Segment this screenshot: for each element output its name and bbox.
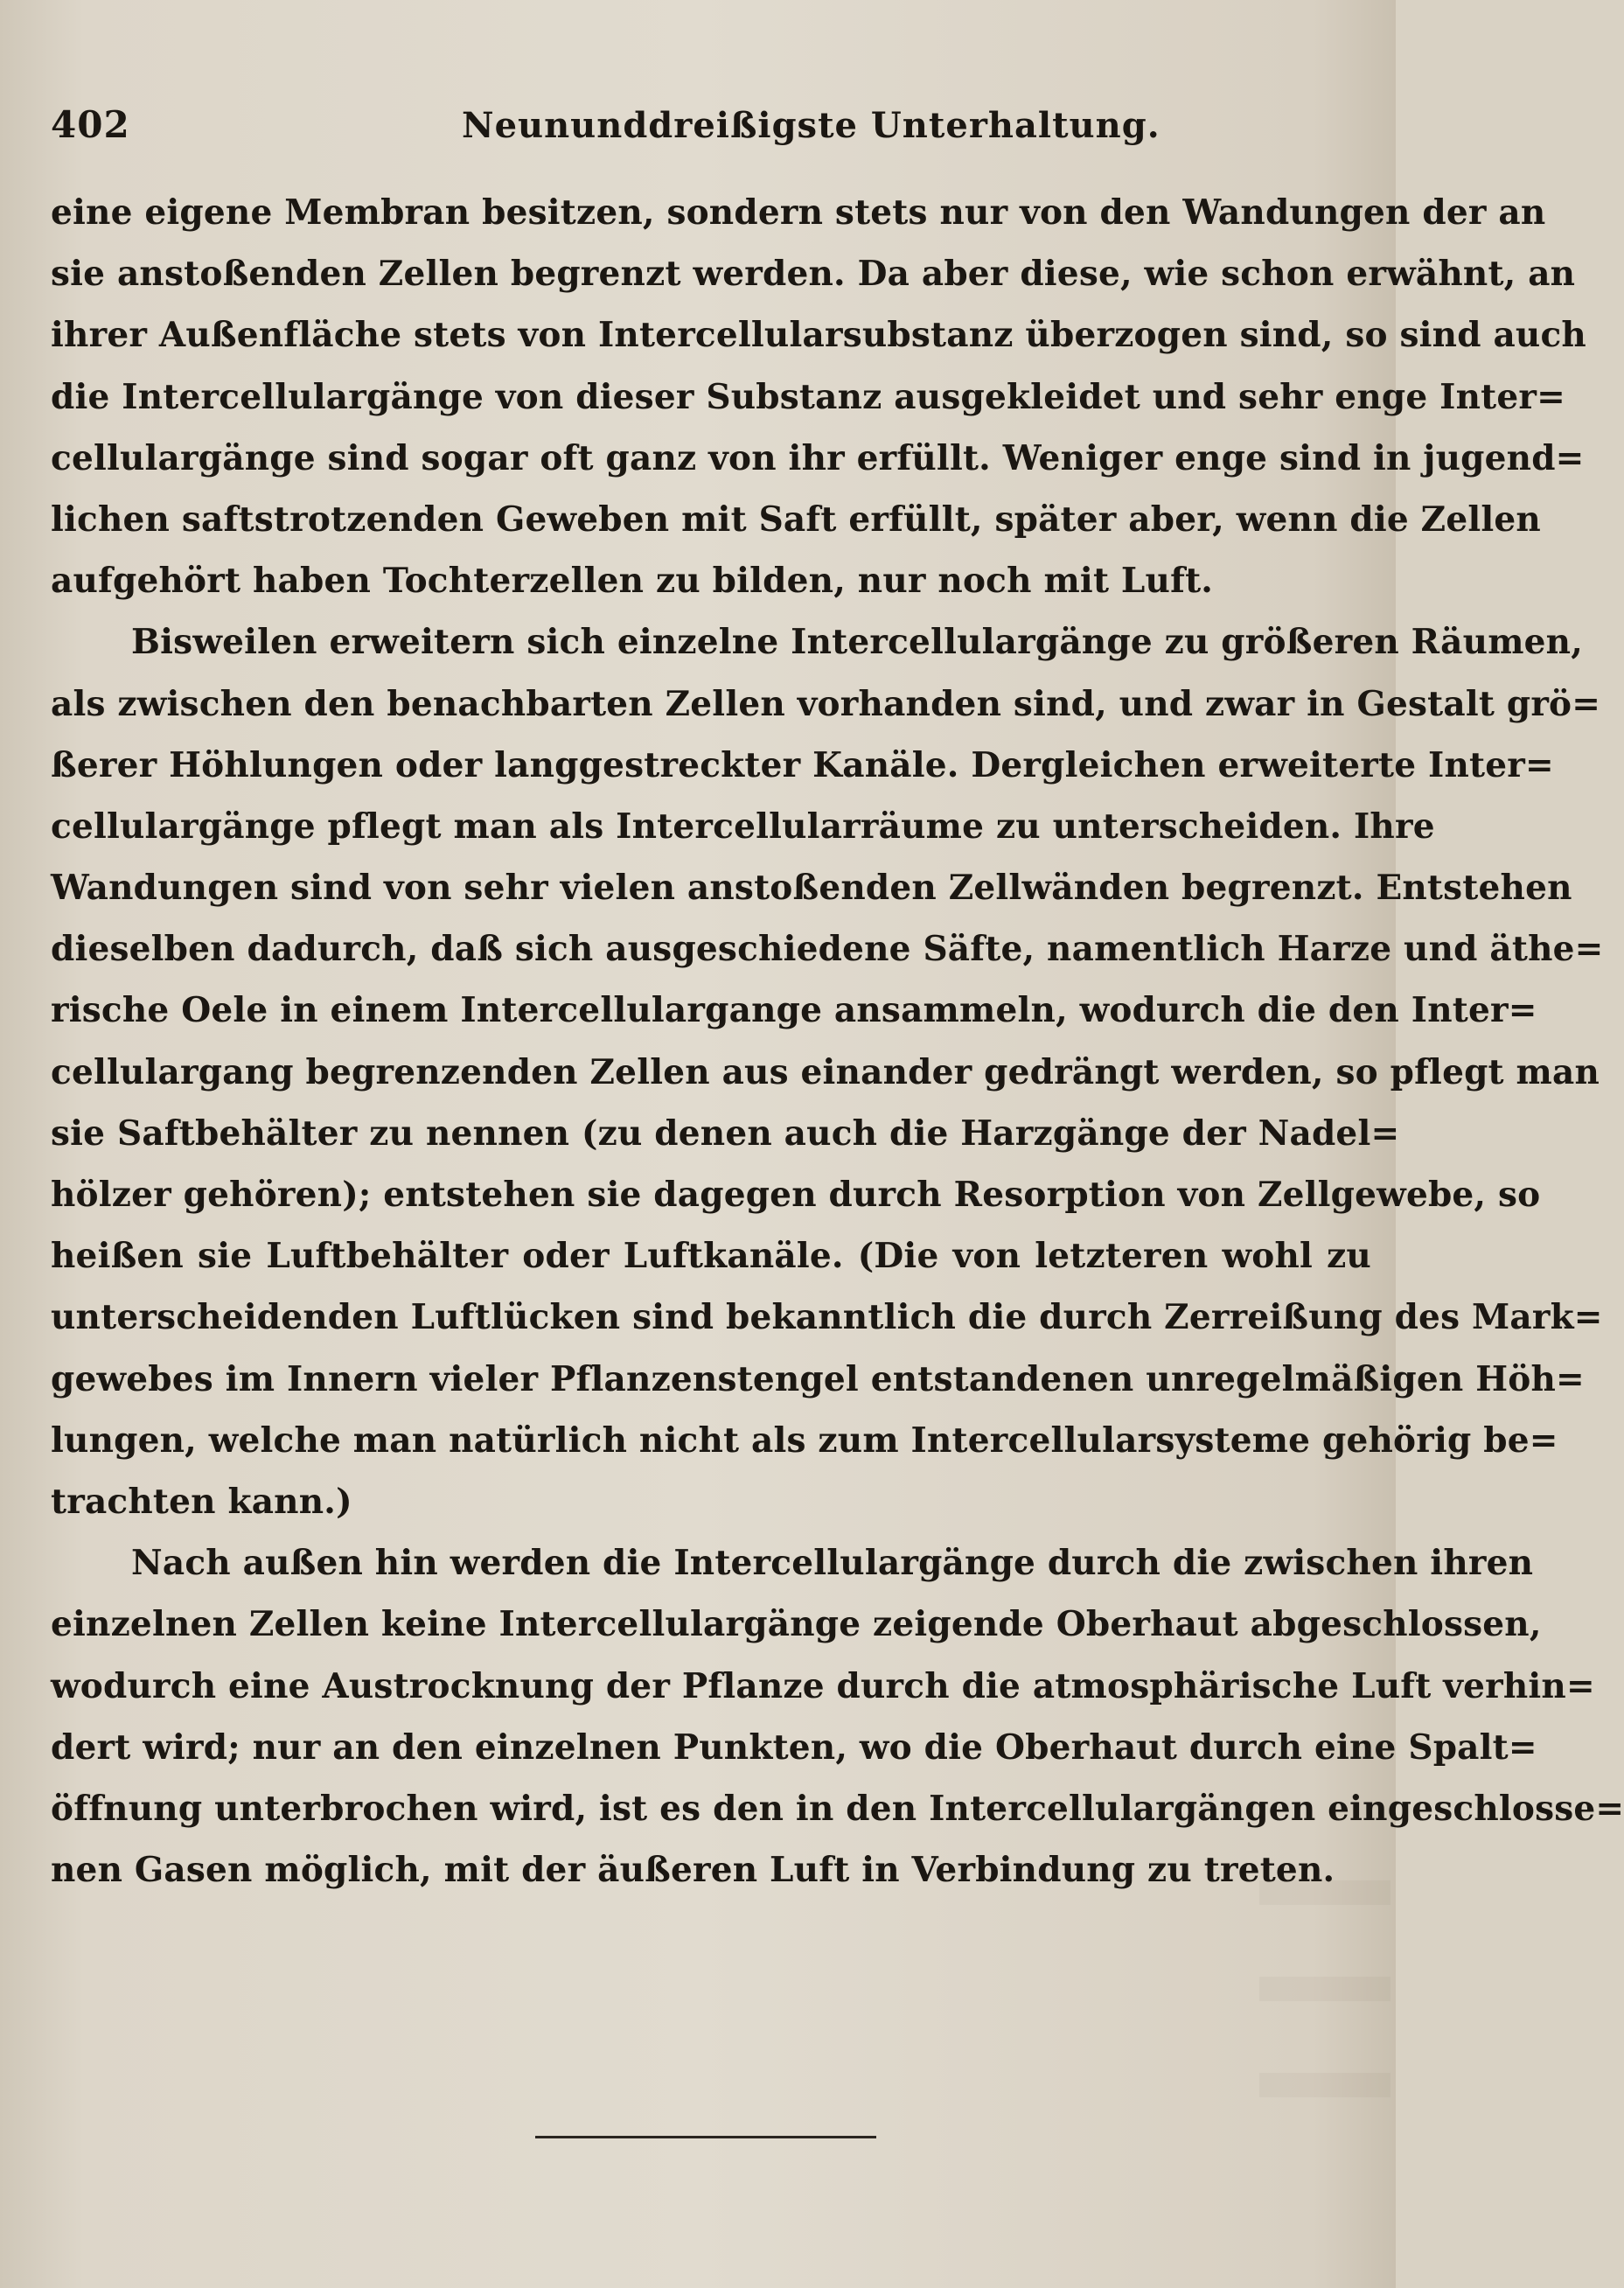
text-line: rische Oele in einem Intercellulargange ansammeln, wodurch die den Inter= [51,990,1537,1031]
text-line: ihrer Außenfläche stets von Intercellularsubstanz überzogen sind, so sind auch [51,315,1586,356]
paragraph-end-line: aufgehört haben Tochterzellen zu bilden, nur noch mit Luft. [51,561,1214,602]
text-line: einzelnen Zellen keine Intercellulargänge zeigende Oberhaut abgeschlossen, [51,1604,1542,1645]
text-line: die Intercellulargänge von dieser Substanz ausgekleidet und sehr enge Inter= [51,376,1565,417]
text-line: ßerer Höhlungen oder langgestreckter Kanäle. Dergleichen erweiterte Inter= [51,744,1554,785]
paragraph-start-line: Bisweilen erweitern sich einzelne Intercellulargänge zu größeren Räumen, [131,622,1584,663]
text-line: wodurch eine Austrocknung der Pflanze durch die atmosphärische Luft verhin= [51,1665,1595,1706]
show-through-shadow [1259,2073,1391,2097]
text-line: unterscheidenden Luftlücken sind bekanntlich die durch Zerreißung des Mark= [51,1297,1603,1338]
text-line: heißen sie Luftbehälter oder Luftkanäle. (Die von letzteren wohl zu [51,1236,1371,1277]
running-head: Neununddreißigste Unterhaltung. [462,105,1160,146]
show-through-shadow [1259,1880,1391,1905]
text-line: sie anstoßenden Zellen begrenzt werden. Da aber diese, wie schon erwähnt, an [51,254,1576,295]
text-line: cellulargang begrenzenden Zellen aus einander gedrängt werden, so pflegt man [51,1051,1600,1092]
text-line: öffnung unterbrochen wird, ist es den in den Intercellulargängen eingeschlosse= [51,1788,1624,1829]
text-line: dieselben dadurch, daß sich ausgeschiedene Säfte, namentlich Harze und äthe= [51,929,1604,970]
text-line: eine eigene Membran besitzen, sondern stets nur von den Wandungen der an [51,192,1546,233]
page-header [51,98,1371,159]
bottom-rule [535,2136,876,2138]
text-line: lichen saftstrotzenden Geweben mit Saft erfüllt, später aber, wenn die Zellen [51,499,1541,540]
text-line: Wandungen sind von sehr vielen anstoßenden Zellwänden begrenzt. Entstehen [51,868,1572,909]
text-line: cellulargänge pflegt man als Intercellularräume zu unterscheiden. Ihre [51,806,1435,847]
paragraph-start-line: Nach außen hin werden die Intercellulargänge durch die zwischen ihren [131,1543,1534,1584]
show-through-shadow [1259,1977,1391,2001]
body-text [51,182,1624,1901]
paragraph-end-line: nen Gasen möglich, mit der äußeren Luft in Verbindung zu treten. [51,1850,1335,1891]
text-line: cellulargänge sind sogar oft ganz von ihr erfüllt. Weniger enge sind in jugend= [51,437,1585,478]
text-line: lungen, welche man natürlich nicht als zum Intercellularsysteme gehörig be= [51,1420,1558,1461]
page-number: 402 [51,103,130,146]
text-line: dert wird; nur an den einzelnen Punkten, wo die Oberhaut durch eine Spalt= [51,1726,1537,1768]
text-line: gewebes im Innern vieler Pflanzenstengel entstandenen unregelmäßigen Höh= [51,1358,1585,1399]
text-line: hölzer gehören); entstehen sie dagegen durch Resorption von Zellgewebe, so [51,1175,1541,1215]
text-line: sie Saftbehälter zu nennen (zu denen auch die Harzgänge der Nadel= [51,1113,1400,1154]
paragraph-end-line: trachten kann.) [51,1481,352,1522]
text-line: als zwischen den benachbarten Zellen vorhanden sind, und zwar in Gestalt grö= [51,683,1601,724]
